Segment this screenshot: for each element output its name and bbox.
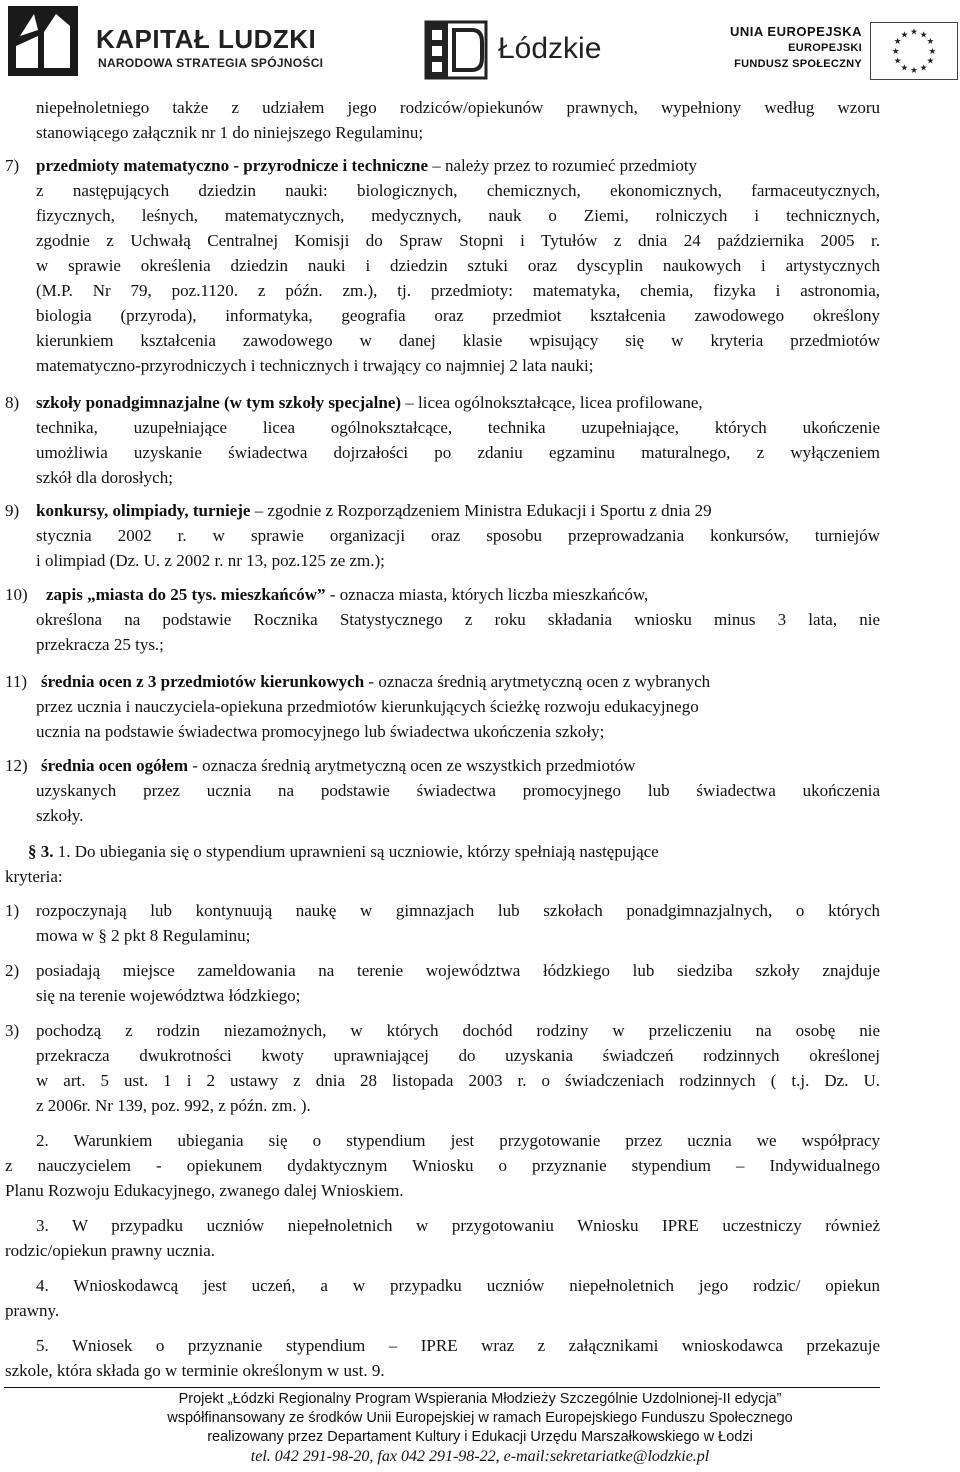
eu-line1: UNIA EUROPEJSKA (730, 24, 862, 39)
text-line: szkoły. (36, 806, 84, 825)
text-line: zgodnie z Uchwałą Centralnej Komisji do Spraw Stopni i Tytułów z dnia 24 października 2005 r. (36, 231, 880, 250)
text-line: przekracza 25 tys.; (36, 635, 164, 654)
text-line: przez ucznia i nauczyciela-opiekuna przedmiotów kierunkujących ścieżkę rozwoju edukacyjnego (36, 697, 699, 716)
text-run: – należy przez to rozumieć przedmioty (428, 156, 698, 175)
eu-efs-logo (728, 22, 958, 82)
text-line: rodzic/opiekun prawny ucznia. (5, 1241, 216, 1260)
svg-text:★: ★ (926, 56, 935, 67)
kapital-ludzki-title: KAPITAŁ LUDZKI (96, 24, 317, 54)
eu-line2: EUROPEJSKI (788, 42, 862, 54)
text-line: Planu Rozwoju Edukacyjnego, zwanego dalej Wnioskiem. (5, 1181, 404, 1200)
svg-text:★: ★ (919, 30, 928, 41)
list-number: 7) (5, 156, 20, 175)
text-line: z nauczycielem - opiekunem dydaktycznym Wniosku o przyznanie stypendium – Indywidualnego (5, 1156, 880, 1175)
term-bold: przedmioty matematyczno - przyrodnicze i techniczne (36, 156, 428, 175)
svg-text:★: ★ (900, 30, 909, 41)
footer-line: Projekt „Łódzki Regionalny Program Wspierania Młodzieży Szczególnie Uzdolnionej-II edycja” (178, 1391, 782, 1407)
eu-text-block (730, 24, 862, 72)
list-number: 10) (5, 585, 28, 604)
footer-contact: tel. 042 291-98-20, fax 042 291-98-22, e-mail:sekretariatke@lodzkie.pl (250, 1448, 710, 1465)
text-line: 3. W przypadku uczniów niepełnoletnich w przygotowaniu Wniosku IPRE uczestniczy również (36, 1216, 880, 1235)
text-line: mowa w § 2 pkt 8 Regulaminu; (36, 926, 251, 945)
list-number: 8) (5, 393, 20, 412)
section-3-first-line (28, 840, 659, 865)
svg-text:★: ★ (893, 56, 902, 67)
text-line: z następujących dziedzin nauki: biologicznych, chemicznych, ekonomicznych, farmaceutycznych, (36, 181, 880, 200)
eu-line3: FUNDUSZ SPOŁECZNY (734, 58, 862, 70)
text-run: - oznacza średnią arytmetyczną ocen ze wszystkich przedmiotów (188, 756, 636, 775)
text-line: prawny. (5, 1301, 60, 1320)
text-line: ucznia na podstawie świadectwa promocyjnego lub świadectwa ukończenia szkoły; (36, 722, 605, 741)
text-line: 2. Warunkiem ubiegania się o stypendium jest przygotowanie przez ucznia we współpracy (36, 1131, 880, 1150)
text-line: rozpoczynają lub kontynuują naukę w gimnazjach lub szkołach ponadgimnazjalnych, o których (36, 901, 880, 920)
text-line: 4. Wnioskodawcą jest uczeń, a w przypadku uczniów niepełnoletnich jego rodzic/ opiekun (36, 1276, 880, 1295)
list-number: 9) (5, 501, 20, 520)
text-line: umożliwia uzyskanie świadectwa dojrzałości po zdaniu egzaminu maturalnego, z wyłączeniem (36, 443, 880, 462)
list-item-first-line (36, 154, 697, 179)
list-item-first-line (41, 670, 710, 695)
svg-text:★: ★ (891, 46, 900, 57)
eu-flag-icon (870, 22, 958, 80)
footer-line: realizowany przez Departament Kultury i Edukacji Urzędu Marszałkowskiego w Łodzi (207, 1429, 753, 1445)
text-line: matematyczno-przyrodniczych i technicznych i trwający co najmniej 2 lata nauki; (36, 356, 594, 375)
footer-line: współfinansowany ze środków Unii Europejskiej w ramach Europejskiego Funduszu Społecznego (167, 1410, 793, 1426)
list-number: 3) (5, 1021, 20, 1040)
text-line: stycznia 2002 r. w sprawie organizacji oraz sposobu przeprowadzania konkursów, turniejów (36, 526, 880, 545)
term-bold: zapis „miasta do 25 tys. mieszkańców” (46, 585, 326, 604)
svg-text:★: ★ (910, 27, 918, 38)
text-line: (M.P. Nr 79, poz.1120. z późn. zm.), tj. przedmioty: matematyka, chemia, fizyka i astronomia, (36, 281, 880, 300)
text-line: niepełnoletniego także z udziałem jego rodziców/opiekunów prawnych, wypełniony według wzoru (36, 98, 880, 117)
list-item-first-line (36, 391, 703, 416)
text-run: – zgodnie z Rozporządzeniem Ministra Edukacji i Sportu z dnia 29 (250, 501, 712, 520)
text-run: – licea ogólnokształcące, licea profilowane, (401, 393, 703, 412)
svg-text:★: ★ (926, 37, 935, 48)
lodzkie-logo (424, 20, 644, 80)
text-line: posiadają miejsce zameldowania na terenie województwa łódzkiego lub siedziba szkoły znajduje (36, 961, 880, 980)
list-item-first-line (41, 754, 635, 779)
term-bold: średnia ocen ogółem (41, 756, 189, 775)
text-line: się na terenie województwa łódzkiego; (36, 986, 301, 1005)
kapital-ludzki-subtitle: NARODOWA STRATEGIA SPÓJNOŚCI (98, 56, 324, 70)
text-line: w sprawie określenia dziedzin nauki i dziedzin sztuki oraz dyscyplin naukowych i artystycznych (36, 256, 880, 275)
text-line: kierunkiem kształcenia zawodowego w danej klasie wpisujący się w kryteria przedmiotów (36, 331, 880, 350)
text-line: w art. 5 ust. 1 i 2 ustawy z dnia 28 listopada 2003 r. o świadczeniach rodzinnych ( t.j. Dz. U. (36, 1071, 880, 1090)
list-item-first-line (46, 583, 648, 608)
text-line: fizycznych, leśnych, matematycznych, medycznych, nauk o Ziemi, rolniczych i technicznych, (36, 206, 880, 225)
list-number: 1) (5, 901, 20, 920)
term-bold: średnia ocen z 3 przedmiotów kierunkowych (41, 672, 365, 691)
svg-text:★: ★ (893, 37, 902, 48)
text-line: szkół dla dorosłych; (36, 468, 173, 487)
text-run: 1. Do ubiegania się o stypendium uprawnieni są uczniowie, którzy spełniają następujące (53, 842, 659, 861)
text-line: pochodzą z rodzin niezamożnych, w których dochód rodziny w przeliczeniu na osobę nie (36, 1021, 880, 1040)
svg-text:★: ★ (928, 46, 937, 57)
text-line: i olimpiad (Dz. U. z 2002 r. nr 13, poz.125 ze zm.); (36, 551, 385, 570)
section-mark: § 3. (28, 842, 54, 861)
text-line: stanowiącego załącznik nr 1 do niniejszego Regulaminu; (36, 123, 424, 142)
text-line: technika, uzupełniające licea ogólnokształcące, technika uzupełniające, których ukończenie (36, 418, 880, 437)
text-line: określona na podstawie Rocznika Statystycznego z roku składania wniosku minus 3 lata, nie (36, 610, 880, 629)
list-item-first-line (36, 499, 712, 524)
lodzkie-name: Łódzkie (498, 32, 602, 65)
text-line: przekracza dwukrotności kwoty uprawniającej do uzyskania świadczeń rodzinnych określonej (36, 1046, 880, 1065)
lodzkie-emblem-icon (424, 20, 488, 80)
list-number: 12) (5, 756, 28, 775)
kapital-ludzki-emblem-icon (8, 6, 78, 76)
svg-text:★: ★ (910, 66, 918, 77)
term-bold: szkoły ponadgimnazjalne (w tym szkoły specjalne) (36, 393, 402, 412)
text-run: - oznacza miasta, których liczba mieszkańców, (325, 585, 649, 604)
text-line: kryteria: (5, 867, 63, 886)
text-run: - oznacza średnią arytmetyczną ocen z wybranych (364, 672, 711, 691)
term-bold: konkursy, olimpiady, turnieje (36, 501, 251, 520)
svg-text:★: ★ (919, 63, 928, 74)
svg-text:★: ★ (900, 63, 909, 74)
list-number: 2) (5, 961, 20, 980)
text-line: biologia (przyroda), informatyka, geografia oraz przedmiot kształcenia zawodowego określony (36, 306, 880, 325)
page-header (0, 0, 960, 90)
text-line: 5. Wniosek o przyznanie stypendium – IPRE wraz z załącznikami wnioskodawca przekazuje (36, 1336, 880, 1355)
text-line: z 2006r. Nr 139, poz. 992, z późn. zm. ). (36, 1096, 311, 1115)
footer-divider (4, 1387, 880, 1388)
text-line: uzyskanych przez ucznia na podstawie świadectwa promocyjnego lub świadectwa ukończenia (36, 781, 880, 800)
list-number: 11) (5, 672, 28, 691)
text-line: szkole, która składa go w terminie określonym w ust. 9. (5, 1361, 385, 1380)
kapital-ludzki-logo (8, 6, 368, 76)
